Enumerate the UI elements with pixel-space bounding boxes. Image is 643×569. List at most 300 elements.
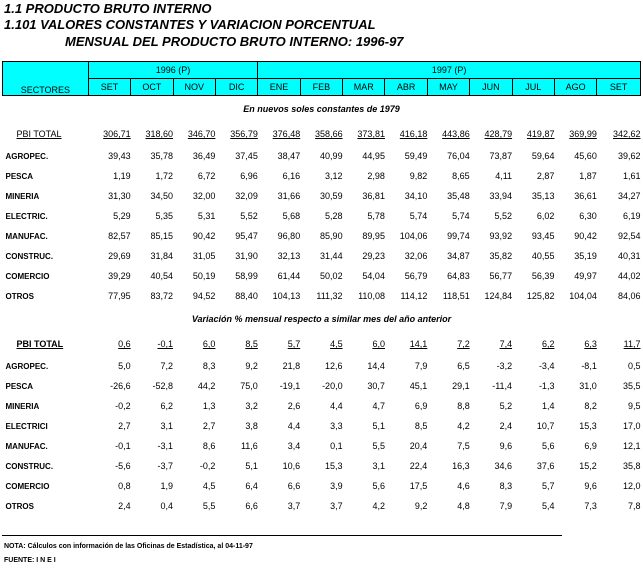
row-label: PESCA [5, 171, 34, 181]
table-cell: 35,48 [447, 191, 470, 201]
table-cell: 9,2 [245, 361, 258, 371]
table-cell: 36,49 [192, 151, 216, 161]
table-row [3, 376, 641, 396]
table-row [3, 396, 641, 416]
table-cell [597, 122, 641, 146]
table-cell: 40,55 [531, 251, 555, 261]
table-cell: -3,4 [538, 361, 555, 371]
cell-value: 6,2 [541, 339, 555, 349]
table-cell: 1,4 [541, 401, 555, 411]
table-cell [343, 122, 385, 146]
table-cell: 34,50 [150, 191, 174, 201]
table-cell: 8,5 [414, 421, 428, 431]
table-cell: 6,9 [414, 401, 428, 411]
table-cell: 2,87 [536, 171, 555, 181]
row-label: MINERIA [5, 401, 40, 411]
title-line-3: MENSUAL DEL PRODUCTO BRUTO INTERNO: 1996-97 [65, 34, 404, 49]
table-cell: 111,32 [316, 291, 343, 301]
table-cell: 35,8 [622, 461, 641, 471]
row-label: PESCA [5, 381, 34, 391]
table-cell: 1,72 [155, 171, 174, 181]
month-header: OCT [131, 79, 173, 96]
cell-value: 11,7 [623, 339, 641, 349]
table-cell: 110,08 [358, 291, 385, 301]
table-cell: 5,7 [541, 481, 555, 491]
table-cell: 77,95 [108, 291, 131, 301]
title-line-2: 1.101 VALORES CONSTANTES Y VARIACION PORCENTUAL [4, 17, 376, 32]
cell-value: 416,18 [399, 129, 428, 139]
table-cell: 50,02 [320, 271, 343, 281]
table-cell: 14,4 [367, 361, 385, 371]
cell-value: 6,0 [202, 339, 216, 349]
table-cell: 54,04 [362, 271, 385, 281]
table-cell [554, 332, 596, 356]
table-cell: 90,42 [574, 231, 597, 241]
table-cell: 58,99 [235, 271, 258, 281]
month-header: AGO [554, 79, 596, 96]
table-cell: -0,2 [199, 461, 216, 471]
table-cell: 114,12 [400, 291, 428, 301]
table-cell [131, 332, 173, 356]
table-cell: 5,29 [113, 211, 131, 221]
table-cell: 5,1 [372, 421, 385, 431]
table-cell: -52,8 [152, 381, 174, 391]
table-cell: 59,64 [531, 151, 555, 161]
table-cell [300, 332, 342, 356]
table-cell: 2,98 [367, 171, 385, 181]
table-cell: 34,87 [447, 251, 470, 261]
table-cell: 29,69 [108, 251, 131, 261]
table-cell: 8,3 [202, 361, 216, 371]
table-cell: 40,99 [320, 151, 343, 161]
table-cell: 85,90 [320, 231, 343, 241]
table-cell: 88,40 [235, 291, 258, 301]
table-cell: -20,0 [322, 381, 343, 391]
table-row [3, 456, 641, 476]
table-cell: 35,19 [574, 251, 597, 261]
table-cell: 39,43 [108, 151, 131, 161]
row-label: ELECTRIC. [5, 211, 48, 221]
table-cell: 32,00 [192, 191, 216, 201]
table-cell: 0,4 [160, 501, 174, 511]
cell-value: 342,62 [612, 129, 641, 139]
table-cell: 3,9 [330, 481, 343, 491]
table-cell: 6,02 [536, 211, 555, 221]
table-cell: 40,54 [150, 271, 174, 281]
table-cell: 32,06 [404, 251, 428, 261]
table-cell: 6,4 [245, 481, 258, 491]
table-cell: 37,6 [536, 461, 555, 471]
table-cell: 5,52 [240, 211, 258, 221]
table-cell: 3,8 [245, 421, 258, 431]
table-cell: 10,7 [536, 421, 555, 431]
table-cell [427, 332, 469, 356]
table-cell: 5,4 [541, 501, 555, 511]
table-cell: 9,2 [414, 501, 428, 511]
month-header: SET [88, 79, 130, 96]
table-cell: 6,72 [197, 171, 216, 181]
table-cell: 6,16 [282, 171, 301, 181]
table-row [3, 496, 641, 516]
year-1996-header: 1996 (P) [88, 62, 258, 79]
table-cell: 93,92 [489, 231, 513, 241]
table-row [3, 226, 641, 246]
table-cell: 99,74 [447, 231, 470, 241]
cell-value: 376,48 [272, 129, 301, 139]
table-cell: 2,7 [118, 421, 131, 431]
row-label: ELECTRICI [5, 421, 48, 431]
table-cell: 1,3 [202, 401, 216, 411]
table-cell: 29,23 [362, 251, 385, 261]
table-row [3, 286, 641, 306]
section2-title: Variación % mensual respecto a similar mes del año anterior [191, 314, 452, 324]
table-cell: 6,96 [240, 171, 258, 181]
table-cell: 5,5 [202, 501, 216, 511]
table-cell: 31,05 [192, 251, 216, 261]
month-header: FEB [300, 79, 342, 96]
cell-value: 443,86 [442, 129, 470, 139]
table-cell: 1,19 [113, 171, 131, 181]
table-cell [427, 122, 469, 146]
table-cell: 3,12 [325, 171, 343, 181]
table-cell: 104,06 [399, 231, 428, 241]
cell-value: 356,79 [230, 129, 258, 139]
table-cell: 118,51 [442, 291, 470, 301]
table-cell: 34,10 [404, 191, 428, 201]
table-cell: 82,57 [108, 231, 131, 241]
table-cell [512, 122, 554, 146]
table-cell: 73,87 [489, 151, 513, 161]
table-cell: 6,9 [584, 441, 597, 451]
table-row [3, 476, 641, 496]
table-cell: 34,27 [617, 191, 641, 201]
table-cell: 49,97 [574, 271, 597, 281]
month-header: DIC [215, 79, 257, 96]
table-cell: 2,7 [202, 421, 216, 431]
section2-title-row [3, 306, 641, 332]
table-cell: 1,9 [160, 481, 174, 491]
table-cell: 5,0 [118, 361, 131, 371]
table-cell: 4,2 [457, 421, 470, 431]
table-row [3, 206, 641, 226]
table-cell: 36,81 [362, 191, 385, 201]
row-label: CONSTRUC. [5, 461, 54, 471]
table-cell: 6,5 [457, 361, 470, 371]
table-row [3, 166, 641, 186]
table-cell [173, 332, 215, 356]
cell-value: 0,6 [118, 339, 131, 349]
row-label: MINERIA [5, 191, 40, 201]
table-cell: 6,2 [160, 401, 174, 411]
table-cell: 31,0 [579, 381, 597, 391]
table-cell: 29,1 [452, 381, 470, 391]
row-label: CONSTRUC. [5, 251, 54, 261]
table-cell: 6,19 [622, 211, 641, 221]
table-cell: 31,30 [108, 191, 131, 201]
table-cell: 2,4 [499, 421, 513, 431]
table-cell: -11,4 [492, 381, 513, 391]
table-cell: -1,3 [538, 381, 555, 391]
table-cell: 12,6 [325, 361, 343, 371]
table-cell: -19,1 [279, 381, 301, 391]
table-cell: 7,8 [627, 501, 641, 511]
table-cell: 31,44 [320, 251, 343, 261]
table-cell: 5,74 [452, 211, 470, 221]
cell-value: 306,71 [103, 129, 131, 139]
table-cell: 3,7 [287, 501, 301, 511]
table-row [3, 246, 641, 266]
table-cell: 96,80 [277, 231, 301, 241]
table-cell: 34,6 [494, 461, 513, 471]
table-cell: 45,1 [409, 381, 428, 391]
table-cell: 7,5 [457, 441, 470, 451]
row-label-text: PBI TOTAL [16, 339, 64, 349]
table-cell: 90,42 [192, 231, 216, 241]
table-cell: 7,9 [414, 361, 428, 371]
table-cell: 8,65 [452, 171, 470, 181]
table-cell: 22,4 [409, 461, 428, 471]
table-cell: 31,84 [150, 251, 174, 261]
table-cell: 12,0 [622, 481, 641, 491]
row-label: COMERCIO [5, 481, 50, 491]
cell-value: 369,99 [569, 129, 597, 139]
table-row [3, 356, 641, 376]
table-cell: -3,7 [157, 461, 174, 471]
table-cell: 4,11 [495, 171, 513, 181]
table-row [3, 332, 641, 356]
table-cell: 56,39 [531, 271, 555, 281]
table-cell: 0,1 [330, 441, 343, 451]
table-cell: 5,52 [494, 211, 513, 221]
table-cell: 104,04 [569, 291, 597, 301]
table-cell: 16,3 [452, 461, 470, 471]
cell-value: 358,66 [315, 129, 343, 139]
row-label: OTROS [5, 501, 34, 511]
table-cell: 31,66 [277, 191, 301, 201]
table-cell: 50,19 [192, 271, 216, 281]
cell-value: -0,1 [157, 339, 174, 349]
row-label-text: PBI TOTAL [16, 129, 62, 139]
table-cell: 4,5 [202, 481, 216, 491]
table-cell [215, 122, 257, 146]
table-cell [512, 332, 554, 356]
table-cell: 8,6 [202, 441, 216, 451]
table-cell: 56,77 [489, 271, 513, 281]
cell-value: 8,5 [245, 339, 258, 349]
note-text: NOTA: Cálculos con información de las Oficinas de Estadística, al 04-11-97 [4, 543, 253, 550]
row-label: AGROPEC. [5, 151, 49, 161]
table-cell: 61,44 [277, 271, 301, 281]
table-cell: 1,61 [622, 171, 641, 181]
table-cell [470, 332, 512, 356]
month-header: NOV [173, 79, 215, 96]
month-header: SET [597, 79, 641, 96]
table-cell: 44,02 [617, 271, 641, 281]
table-cell [215, 332, 257, 356]
table-cell: -0,2 [115, 401, 131, 411]
header-years-row [3, 62, 641, 79]
table-cell: 39,29 [108, 271, 131, 281]
table-cell: 38,47 [277, 151, 301, 161]
table-cell: 44,95 [362, 151, 385, 161]
table-cell: 45,60 [574, 151, 597, 161]
table-cell: 5,6 [372, 481, 385, 491]
table-cell: 40,31 [617, 251, 641, 261]
table-cell: 21,8 [282, 361, 301, 371]
table-cell [300, 122, 342, 146]
table-cell: -3,2 [496, 361, 513, 371]
table-cell: 8,2 [584, 401, 597, 411]
table-cell [385, 122, 427, 146]
table-cell: 9,82 [409, 171, 428, 181]
table-cell: 9,5 [627, 401, 641, 411]
table-cell [258, 332, 300, 356]
table-cell: -5,6 [115, 461, 131, 471]
table-cell: 35,13 [531, 191, 555, 201]
table-cell [343, 332, 385, 356]
table-cell [131, 122, 173, 146]
table-cell: 75,0 [240, 381, 258, 391]
table-cell: 9,6 [499, 441, 513, 451]
cell-value: 5,7 [287, 339, 301, 349]
table-cell: 5,5 [372, 441, 385, 451]
table-cell [597, 332, 641, 356]
cell-value: 6,0 [372, 339, 385, 349]
table-cell: 64,83 [447, 271, 470, 281]
table-row [3, 146, 641, 166]
table-cell: 5,35 [155, 211, 174, 221]
table-cell: 35,82 [489, 251, 513, 261]
table-cell: 9,6 [584, 481, 597, 491]
table-cell: -0,1 [115, 441, 131, 451]
cell-value: 419,87 [526, 129, 555, 139]
row-label: AGROPEC. [5, 361, 49, 371]
cell-value: 7,2 [457, 339, 470, 349]
table-cell: 15,2 [579, 461, 597, 471]
table-cell: 5,28 [325, 211, 343, 221]
table-cell [385, 332, 427, 356]
table-cell: 92,54 [617, 231, 641, 241]
month-header: MAY [427, 79, 469, 96]
table-cell: 15,3 [325, 461, 343, 471]
table-cell: 33,94 [489, 191, 513, 201]
table-cell: 6,6 [245, 501, 258, 511]
section1-title-row [3, 96, 641, 123]
table-cell: 3,3 [330, 421, 343, 431]
table-cell: 5,2 [499, 401, 513, 411]
table-cell: 0,8 [118, 481, 131, 491]
table-cell: 104,13 [272, 291, 301, 301]
row-label [3, 332, 89, 356]
month-header: ENE [258, 79, 300, 96]
year-1997-header: 1997 (P) [258, 62, 641, 79]
cell-value: 14,1 [409, 339, 428, 349]
table-cell: -8,1 [581, 361, 597, 371]
table-cell: 0,5 [627, 361, 641, 371]
table-cell: 2,6 [287, 401, 301, 411]
table-cell: 36,61 [574, 191, 597, 201]
table-cell: 5,68 [282, 211, 301, 221]
table-cell: 5,31 [197, 211, 216, 221]
row-label: MANUFAC. [5, 231, 48, 241]
table-cell: 8,3 [499, 481, 513, 491]
table-cell [554, 122, 596, 146]
table-cell: 3,4 [287, 441, 301, 451]
table-cell: 7,9 [499, 501, 513, 511]
table-row [3, 122, 641, 146]
table-cell: 3,7 [330, 501, 343, 511]
section1-title: En nuevos soles constantes de 1979 [243, 104, 400, 114]
table-cell: 4,6 [457, 481, 470, 491]
cell-value: 346,70 [187, 129, 216, 139]
table-cell: 93,45 [531, 231, 555, 241]
table-cell: 59,49 [404, 151, 428, 161]
table-cell: 4,4 [287, 421, 301, 431]
table-cell: 15,3 [579, 421, 597, 431]
table-cell: 8,8 [457, 401, 470, 411]
table-cell: 3,1 [372, 461, 385, 471]
month-header: MAR [343, 79, 385, 96]
table-cell: 4,2 [372, 501, 385, 511]
table-cell: 125,82 [526, 291, 555, 301]
table-cell: 20,4 [409, 441, 428, 451]
cell-value: 318,60 [145, 129, 174, 139]
table-cell: 76,04 [447, 151, 470, 161]
cell-value: 428,79 [484, 129, 513, 139]
table-cell [88, 122, 130, 146]
table-cell: 37,45 [235, 151, 258, 161]
table-cell: 32,09 [235, 191, 258, 201]
cell-value: 373,81 [357, 129, 385, 139]
footer-divider [2, 535, 562, 536]
table-cell [173, 122, 215, 146]
table-cell: 83,72 [150, 291, 174, 301]
table-cell: 5,74 [409, 211, 428, 221]
table-cell: 4,7 [372, 401, 385, 411]
table-cell [470, 122, 512, 146]
table-cell: 11,6 [240, 441, 258, 451]
table-cell [258, 122, 300, 146]
sectores-header: SECTORES [3, 62, 89, 96]
table-cell: -3,1 [157, 441, 174, 451]
table-row [3, 186, 641, 206]
row-label: MANUFAC. [5, 441, 48, 451]
table-cell: 5,1 [245, 461, 258, 471]
table-cell: 7,2 [160, 361, 174, 371]
table-cell: 4,4 [330, 401, 343, 411]
table-cell: 44,2 [197, 381, 216, 391]
table-cell: 7,3 [584, 501, 597, 511]
table-cell: 10,6 [282, 461, 301, 471]
table-cell: 1,87 [579, 171, 597, 181]
row-label: OTROS [5, 291, 34, 301]
table-cell: 6,6 [287, 481, 301, 491]
row-label: COMERCIO [5, 271, 50, 281]
table-cell: 6,30 [579, 211, 597, 221]
table-cell: 94,52 [192, 291, 216, 301]
table-cell: -26,6 [110, 381, 131, 391]
table-cell: 30,59 [320, 191, 343, 201]
table-cell: 2,4 [118, 501, 131, 511]
cell-value: 6,3 [584, 339, 597, 349]
table-cell: 35,5 [622, 381, 641, 391]
month-header: JUN [470, 79, 512, 96]
cell-value: 7,4 [499, 339, 513, 349]
header-months-row [3, 79, 641, 96]
cell-value: 4,5 [330, 339, 343, 349]
month-header: ABR [385, 79, 427, 96]
table-cell: 17,5 [409, 481, 428, 491]
